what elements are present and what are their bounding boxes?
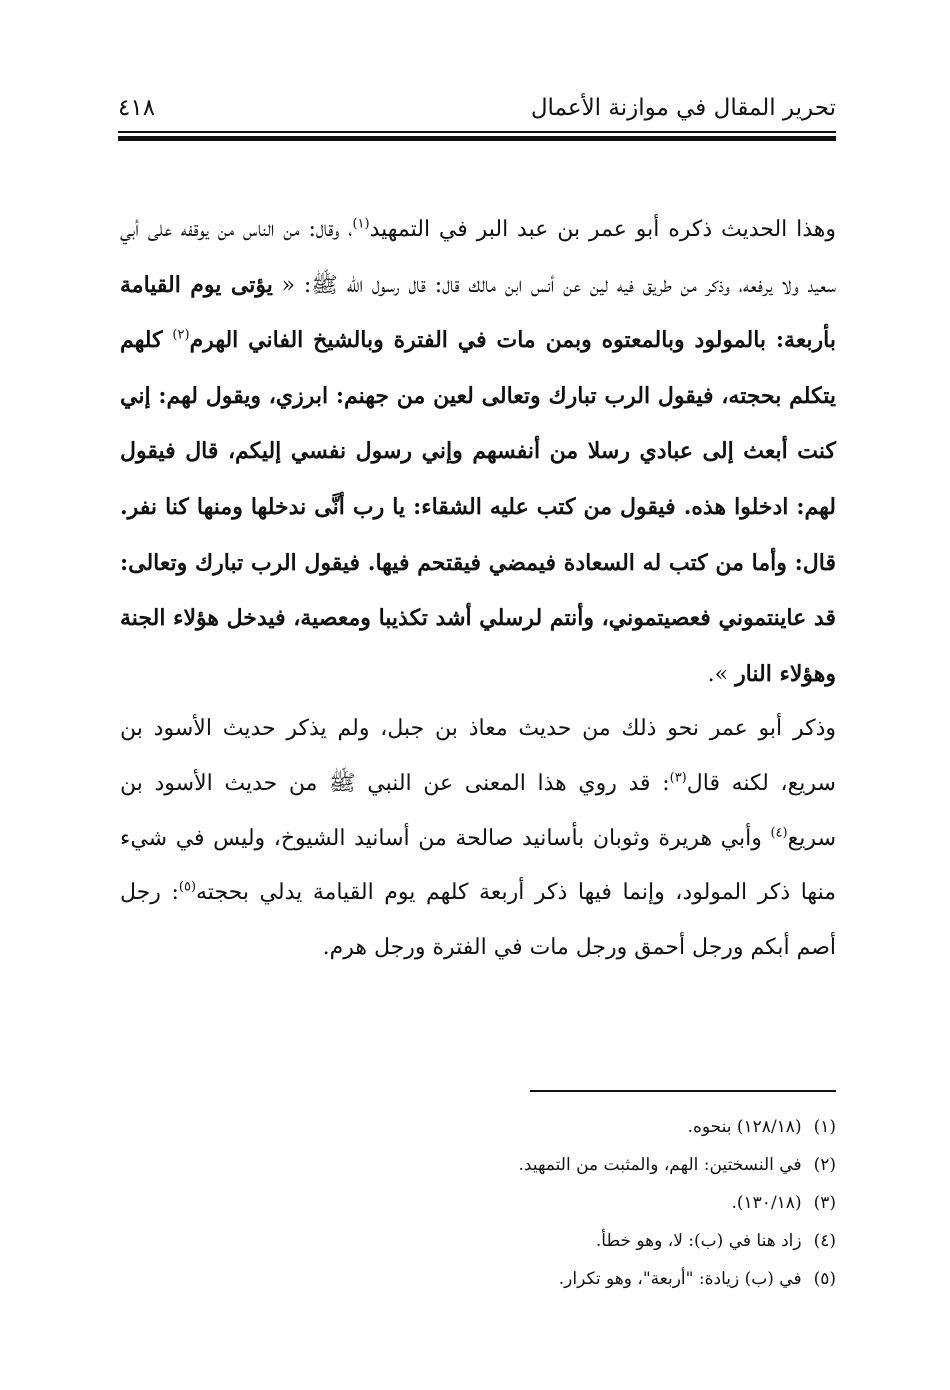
footnote-text: زاد هنا في (ب): لا، وهو خطأ. (595, 1231, 802, 1251)
header-rule-thin (118, 131, 836, 133)
footnote-number: (١) (813, 1117, 836, 1137)
paragraph-2 (120, 702, 836, 975)
text-run: وذكر أبو عمر نحو ذلك من حديث معاذ بن جبل، ولم يذكر حديث الأسود بن سريع، لكنه قال (120, 716, 836, 796)
footnote-text: في النسختين: الهم، والمثبت من التمهيد. (518, 1155, 802, 1175)
hadith-text: كلهم يتكلم بحجته، فيقول الرب تبارك وتعالى لعين من جهنم: ابرزي، ويقول لهم: إني كنت أبعث إلى عبادي رسلا من أنفسهم وإني رسول نفسي إليكم، قال فيقول لهم: ادخلوا هذه. فيقول من كتب عليه الشقاء: يا رب أنَّى ندخلها ومنها كنا نفر. قال: وأما من كتب له السعادة فيمضي فيقتحم فيها. فيقول الرب تبارك وتعالى: قد عاينتموني فعصيتموني، وأنتم لرسلي أشد تكذيبا ومعصية، فيدخل هؤلاء الجنة وهؤلاء النار (120, 327, 836, 687)
footnote-5 (120, 1260, 836, 1298)
footnote-number: (٢) (813, 1155, 836, 1175)
text-run: ». (707, 661, 736, 687)
footnote-number: (٤) (813, 1231, 836, 1251)
footnote-4 (120, 1222, 836, 1260)
footnote-ref: (٣) (669, 770, 687, 786)
text-run: : رجل أصم أبكم ورجل أحمق ورجل مات في الفترة ورجل هرم. (120, 880, 836, 960)
footnote-1 (120, 1108, 836, 1146)
footnote-ref: (٤) (770, 825, 788, 841)
footnote-3 (120, 1184, 836, 1222)
text-run: ، وقال: من الناس من يوقفه على أبي سعيد ولا يرفعه، وذكر من طريق فيه لين عن أنس ابن مالك قال: قال رسول الله ﷺ: « (120, 217, 836, 298)
text-run: وأبي هريرة وثوبان بأسانيد صالحة من أسانيد الشيوخ، وليس في شيء منها ذكر المولود، وإنما فيها ذكر أربعة كلهم يوم القيامة يدلي بحجته (120, 825, 836, 906)
paragraph-1 (120, 203, 836, 702)
footnote-number: (٥) (813, 1269, 836, 1289)
hadith-quote (120, 272, 836, 687)
footnote-ref: (٥) (178, 879, 197, 895)
footnote-ref: (٢) (172, 327, 190, 343)
footnote-number: (٣) (813, 1193, 836, 1213)
footnote-2 (120, 1146, 836, 1184)
header-rule-thick (118, 136, 836, 141)
page-number: ٤١٨ (118, 95, 156, 121)
page-header (118, 88, 836, 128)
footnote-text: (١٣٠/١٨). (731, 1193, 802, 1213)
footnote-text: في (ب) زيادة: "أربعة"، وهو تكرار. (558, 1269, 802, 1289)
text-run: وهذا الحديث ذكره أبو عمر بن عبد البر في التمهيد (369, 217, 837, 242)
footnote-ref: (١) (352, 216, 370, 232)
footnote-separator (530, 1090, 836, 1092)
main-text (120, 203, 836, 975)
text-run: : قد روي هذا المعنى عن النبي ﷺ من حديث الأسود بن سريع (120, 770, 836, 851)
footnote-text: (١٢٨/١٨) بنحوه. (687, 1117, 802, 1137)
hadith-text: يؤتى يوم القيامة بأربعة: بالمولود وبالمعتوه وبمن مات في الفترة وبالشيخ الفاني الهرم (120, 271, 837, 354)
running-title: تحرير المقال في موازنة الأعمال (530, 95, 836, 121)
footnotes (120, 1108, 836, 1298)
